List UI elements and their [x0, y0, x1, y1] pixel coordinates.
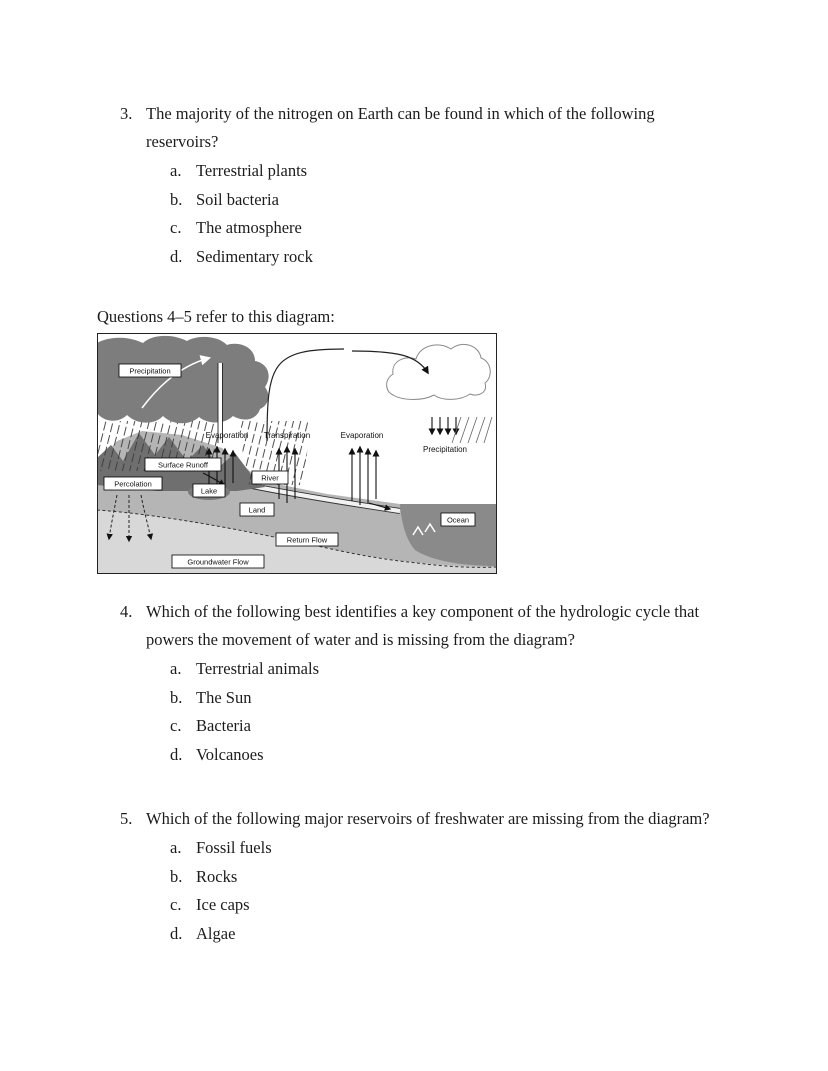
- label-surface-runoff: [145, 458, 221, 471]
- precipitation-arrows: [432, 417, 456, 434]
- fair-cloud-shape: [387, 344, 491, 399]
- option-text: The atmosphere: [196, 218, 302, 237]
- label-return-flow: [276, 533, 338, 546]
- options-list: [170, 655, 731, 769]
- svg-text:Surface Runoff: Surface Runoff: [158, 460, 208, 470]
- question-text: The majority of the nitrogen on Earth can be found in which of the following reservoirs?: [146, 104, 655, 151]
- option-letter: a.: [170, 659, 182, 678]
- label-river: [252, 471, 288, 484]
- svg-text:River: River: [261, 473, 279, 483]
- label-land: [240, 503, 274, 516]
- label-precipitation-right: Precipitation: [422, 445, 468, 454]
- svg-text:Precipitation: Precipitation: [129, 366, 171, 376]
- svg-text:Ocean: Ocean: [446, 515, 470, 525]
- options-list: [170, 834, 731, 948]
- diagram-caption: Questions 4–5 refer to this diagram:: [97, 307, 335, 326]
- svg-text:Groundwater Flow: Groundwater Flow: [187, 557, 249, 567]
- option-letter: c.: [170, 716, 182, 735]
- svg-text:Land: Land: [248, 505, 266, 515]
- options-list: [170, 157, 731, 271]
- option-text: Bacteria: [196, 716, 251, 735]
- option-row: [170, 920, 731, 949]
- question-number: 3.: [120, 104, 133, 123]
- svg-text:Return Flow: Return Flow: [286, 535, 328, 545]
- option-text: Algae: [196, 923, 236, 943]
- question-head: [120, 805, 731, 833]
- option-row: [170, 863, 731, 892]
- diagram-svg: [97, 333, 497, 574]
- question-number: 5.: [120, 809, 133, 828]
- label-percolation: [104, 477, 162, 490]
- option-row: [170, 655, 731, 684]
- option-letter: d.: [170, 246, 183, 266]
- svg-text:Lake: Lake: [200, 486, 218, 496]
- question-block-3: [120, 100, 731, 271]
- label-lake: [193, 484, 225, 497]
- option-letter: b.: [170, 866, 183, 886]
- label-groundwater-flow: [172, 555, 264, 568]
- question-block-5: [120, 805, 731, 948]
- label-ocean: [441, 513, 475, 526]
- option-row: [170, 891, 731, 920]
- option-row: [170, 834, 731, 863]
- option-row: [170, 157, 731, 186]
- question-text: Which of the following best identifies a key component of the hydrologic cycle that powers the movement of water and is missing from the diagram?: [146, 602, 700, 649]
- option-row: [170, 214, 731, 243]
- option-letter: c.: [170, 218, 182, 237]
- question-head: [120, 598, 731, 654]
- option-text: Sedimentary rock: [196, 246, 313, 266]
- question-block-4: [120, 598, 731, 769]
- option-text: Soil bacteria: [196, 189, 279, 209]
- svg-text:Percolation: Percolation: [114, 479, 152, 489]
- option-text: Ice caps: [196, 895, 250, 914]
- option-row: [170, 712, 731, 741]
- option-letter: a.: [170, 161, 182, 180]
- option-text: Terrestrial plants: [196, 161, 308, 180]
- label-transpiration: Transpiration: [263, 431, 311, 440]
- question-number: 4.: [120, 602, 133, 621]
- option-text: The Sun: [196, 687, 252, 707]
- option-letter: c.: [170, 895, 182, 914]
- option-letter: b.: [170, 687, 183, 707]
- question-text: Which of the following major reservoirs of freshwater are missing from the diagram?: [146, 809, 710, 828]
- option-row: [170, 243, 731, 272]
- hydrologic-cycle-diagram: [97, 333, 497, 574]
- option-text: Terrestrial animals: [196, 659, 320, 678]
- option-row: [170, 741, 731, 770]
- label-evaporation-right: Evaporation: [340, 431, 384, 440]
- option-text: Volcanoes: [196, 744, 264, 764]
- option-letter: d.: [170, 744, 183, 764]
- option-letter: d.: [170, 923, 183, 943]
- ocean-evaporation-arrows: [352, 447, 376, 505]
- option-text: Fossil fuels: [196, 838, 272, 857]
- label-evaporation-mid: Evaporation: [205, 431, 249, 440]
- option-row: [170, 186, 731, 215]
- question-head: [120, 100, 731, 156]
- option-row: [170, 684, 731, 713]
- option-letter: a.: [170, 838, 182, 857]
- storm-cloud-shape: [97, 336, 269, 423]
- option-letter: b.: [170, 189, 183, 209]
- label-precipitation-left: [119, 364, 181, 377]
- precipitation-hatching: [452, 417, 492, 443]
- option-text: Rocks: [196, 866, 238, 886]
